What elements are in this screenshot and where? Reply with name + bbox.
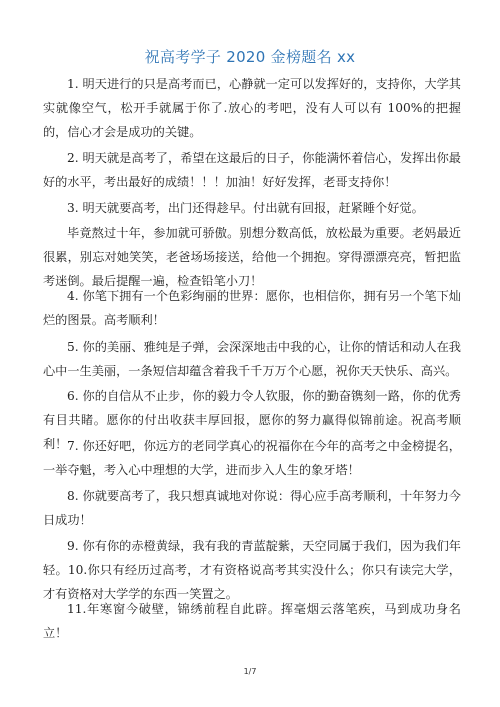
page-number: 1/7 — [243, 667, 257, 676]
paragraph-8: 8. 你就要高考了，我只想真诚地对你说：得心应手高考顺利，十年努力今日成功！ — [43, 489, 461, 527]
paragraph-5: 5. 你的美丽、雅纯是子弹，会深深地击中我的心，让你的情话和动人在我心中一生美丽，一条短信却蕴含着我千千万万个心愿，祝你天天快乐、高兴。 — [43, 340, 461, 378]
paragraph-2: 2. 明天就是高考了，希望在这最后的日子，你能满怀着信心，发挥出你最好的水平，考出最好的成绩！！！加油！好好发挥，老哥支持你！ — [43, 151, 461, 189]
paragraph-9: 9. 你有你的赤橙黄绿，我有我的青蓝靛紫，天空同属于我们，因为我们年轻。10.你只有经历过高考，才有资格说高考其实没什么；你只有读完大学，才有资格对大学学的东西一笑置之。 — [43, 539, 461, 601]
paragraph-11: 11.年寒窗今破壁，锦绣前程自此辟。挥毫烟云落笔疾，马到成功身名立！ — [43, 602, 461, 640]
paragraph-6: 6. 你的自信从不止步，你的毅力令人钦服，你的勤奋镌刻一路，你的优秀有目共睹。愿你的付出收获丰厚回报，愿你的努力赢得似锦前途。祝高考顺利！ — [43, 389, 461, 451]
paragraph-1: 1. 明天进行的只是高考而已，心静就一定可以发挥好的，支持你，大学其实就像空气，松开手就属于你了.放心的考吧，没有人可以有 100%的把握的，信心才会是成功的关键。 — [43, 77, 461, 139]
paragraph-3-continued: 毕竟熬过十年，参加就可骄傲。别想分数高低，放松最为重要。老妈最近很累，别忘对她笑笑，老爸场场接送，给他一个拥抱。穿得漂漂亮亮，暂把监考迷倒。最后提醒一遍，检查铅笔小刀！ — [43, 226, 461, 288]
document-title: 祝高考学子 2020 金榜题名 xx — [144, 48, 356, 66]
paragraph-4: 4. 你笔下拥有一个色彩绚丽的世界：愿你，也相信你，拥有另一个笔下灿烂的图景。高考顺利！ — [43, 289, 461, 327]
paragraph-3: 3. 明天就要高考，出门还得趁早。付出就有回报，赶紧睡个好觉。 — [67, 201, 424, 215]
paragraph-7: 7. 你还好吧，你远方的老同学真心的祝福你在今年的高考之中金榜提名，一举夺魁，考入心中理想的大学，进而步入人生的象牙塔！ — [43, 439, 461, 477]
